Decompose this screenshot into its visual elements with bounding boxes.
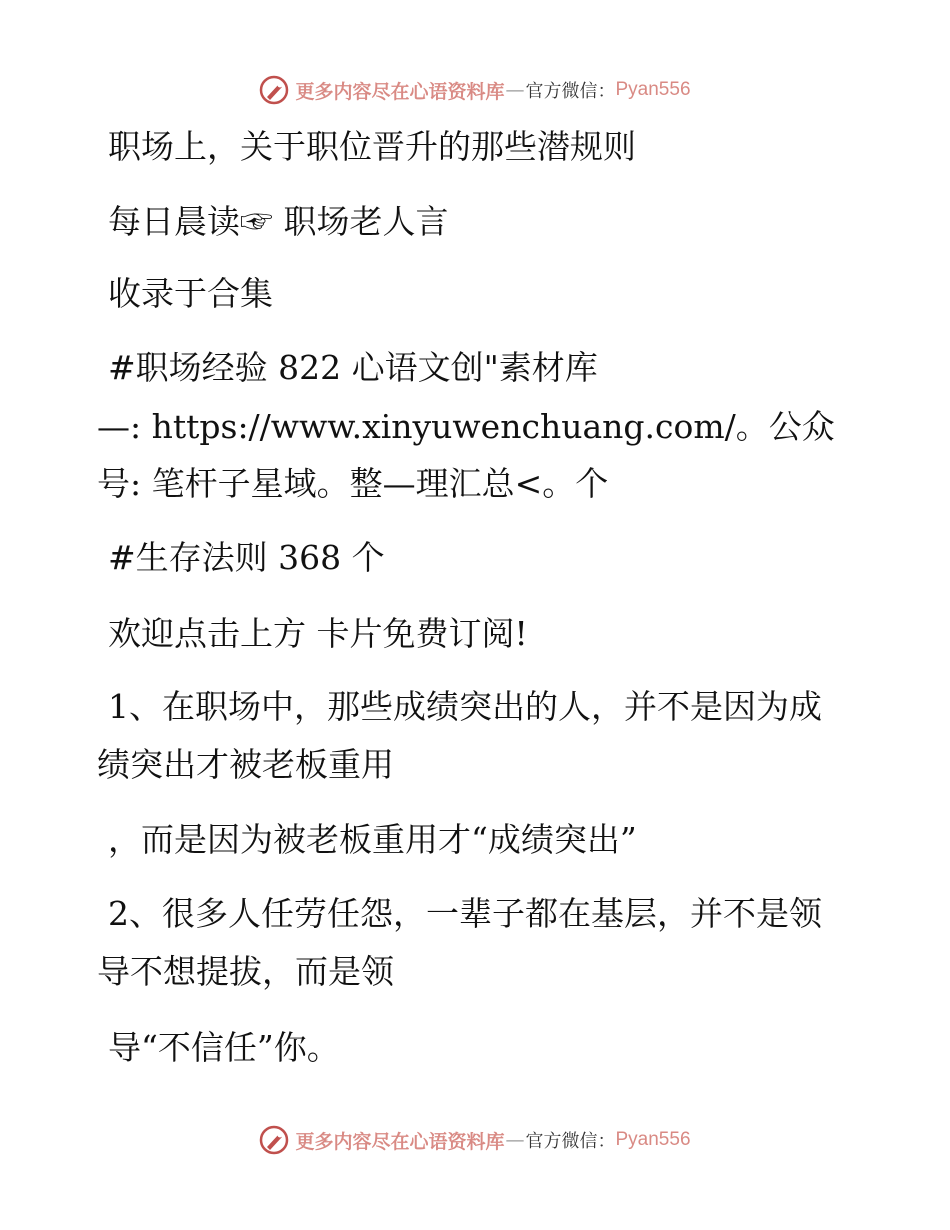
pen-logo-icon: [259, 75, 289, 105]
paragraph-2-line-3: 导“不信任”你。: [108, 1028, 340, 1067]
banner-wechat-id: Pyan556: [615, 79, 691, 100]
banner-label: 官方微信：: [525, 81, 616, 102]
tag-line-2: #生存法则 368 个: [108, 538, 385, 577]
account-line: 号: 笔杆子星域。整—理汇总<。个: [97, 464, 609, 503]
subtitle-line: 每日晨读☞ 职场老人言: [108, 202, 449, 241]
pen-logo-icon: [259, 1125, 289, 1155]
collection-line: 收录于合集: [108, 274, 273, 313]
url-line: —: https://www.xinyuwenchuang.com/。公众: [97, 407, 835, 446]
banner-separator: —: [505, 1129, 525, 1151]
banner-separator: —: [505, 79, 525, 101]
paragraph-1-line-1: 1、在职场中，那些成绩突出的人，并不是因为成: [108, 687, 822, 726]
paragraph-1-line-3: ，而是因为被老板重用才“成绩突出”: [108, 820, 637, 859]
tag-line-1: #职场经验 822 心语文创"素材库: [108, 348, 598, 387]
paragraph-2-line-2: 导不想提拔，而是领: [97, 952, 394, 991]
subscribe-line: 欢迎点击上方 卡片免费订阅!: [108, 614, 528, 653]
footer-banner: [0, 1120, 950, 1160]
document-title: 职场上，关于职位晋升的那些潜规则: [108, 127, 636, 166]
header-banner: [0, 70, 950, 110]
banner-brand-text: 更多内容尽在心语资料库: [295, 1130, 505, 1153]
paragraph-2-line-1: 2、很多人任劳任怨，一辈子都在基层，并不是领: [108, 894, 822, 933]
banner-wechat-id: Pyan556: [615, 1129, 691, 1150]
banner-label: 官方微信：: [525, 1131, 616, 1152]
banner-brand-text: 更多内容尽在心语资料库: [295, 80, 505, 103]
paragraph-1-line-2: 绩突出才被老板重用: [97, 745, 394, 784]
